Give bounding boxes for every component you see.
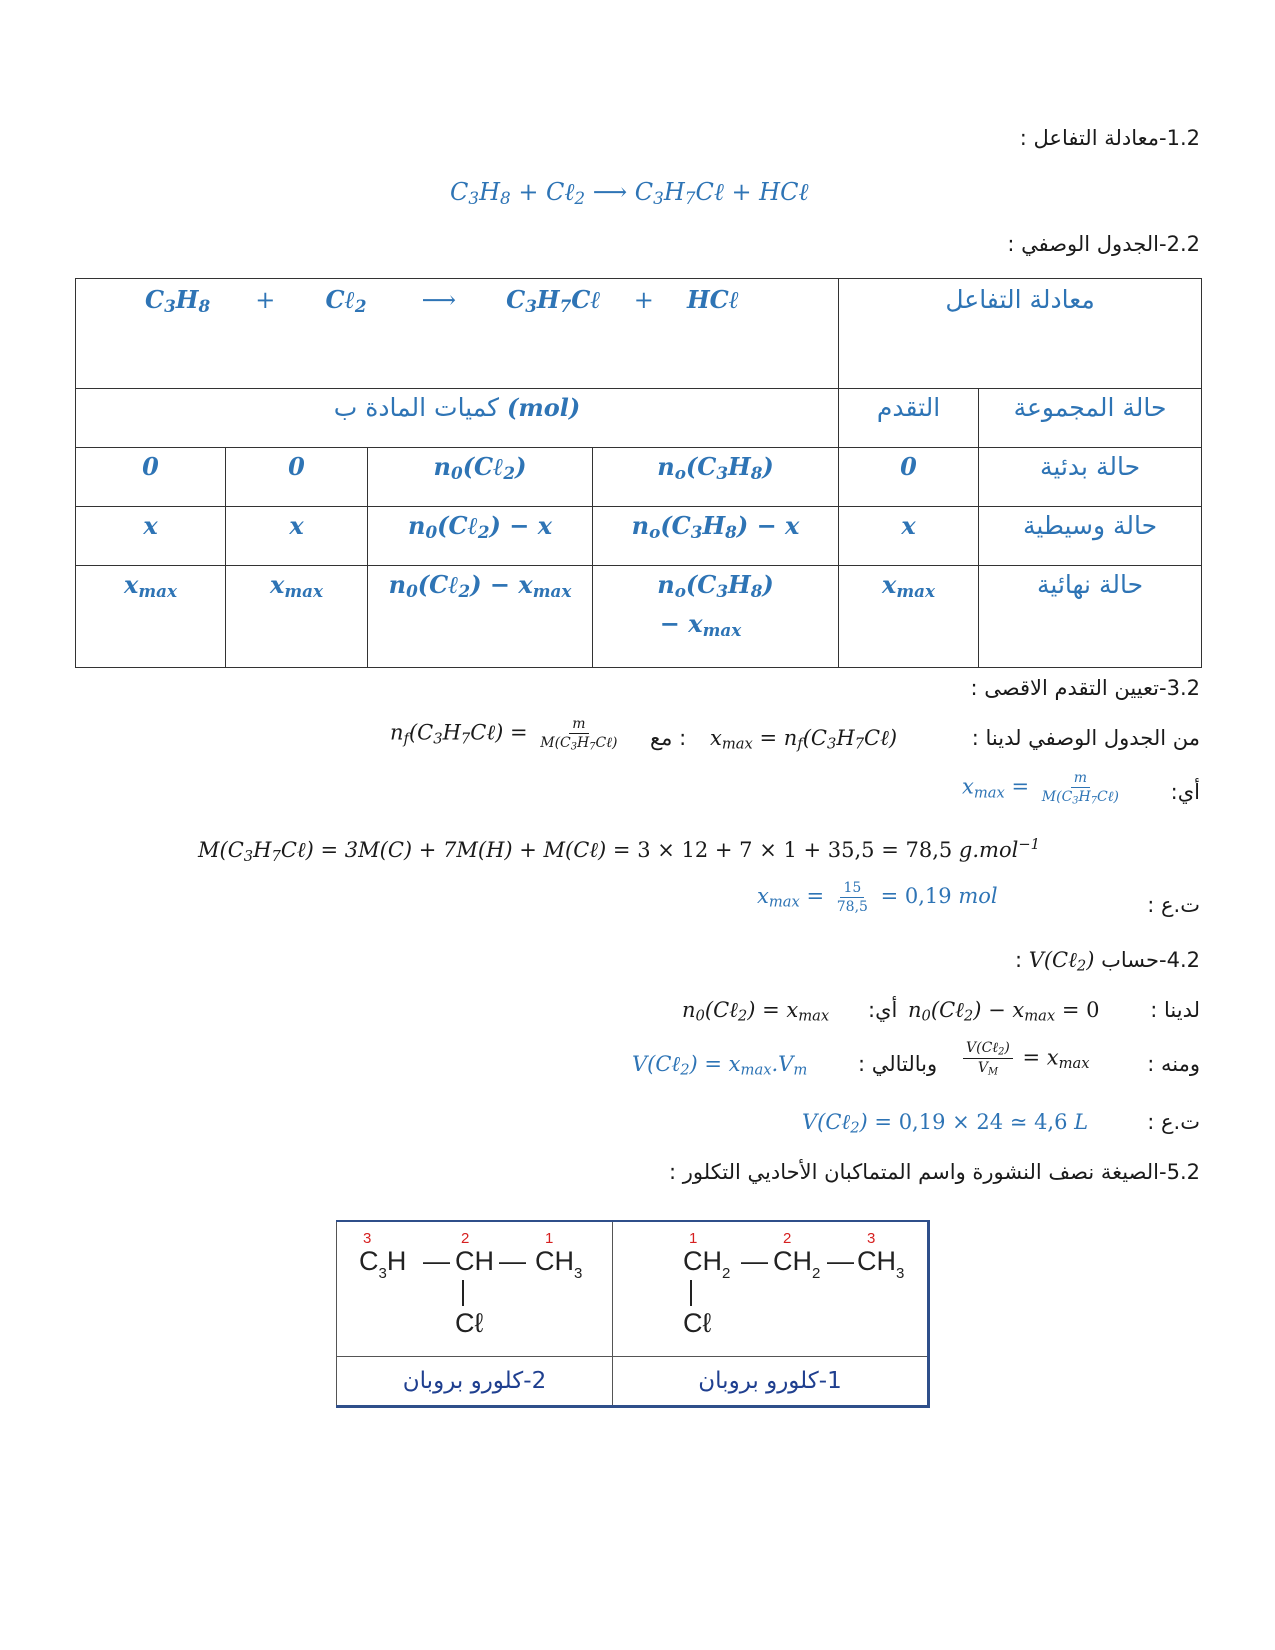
v-formula: V(Cℓ$_2$) = $x_{max}.V_m$ <box>632 1052 808 1079</box>
eq-n0-xmax: $n_0(C\ell_2) = x_{max}$ <box>682 998 830 1025</box>
eq-zero: $n_0(C\ell_2) - x_{max} = 0$ <box>908 998 1100 1025</box>
carbon-number-label: 3 <box>867 1230 876 1247</box>
bond: — <box>741 1246 768 1276</box>
table-row-initial <box>76 448 1202 507</box>
table-cell: $x_{max}$ <box>124 570 177 602</box>
iso1-cl: Cℓ <box>683 1308 712 1338</box>
with-text: : مع <box>650 726 687 750</box>
iso2-c2: CH <box>455 1246 494 1276</box>
num-app-label-2: ت.ع : <box>1147 1110 1200 1134</box>
table-cell: x <box>901 511 916 540</box>
xmax-result: $x_{max}$ = $\frac{15}{78,5}$ = 0,19 mol <box>757 880 998 915</box>
section-5-heading: 5.2-الصيغة نصف النشورة واسم المتماكبان الأحاديي التكلور : <box>669 1160 1200 1184</box>
table-state-cell: حالة نهائية <box>1037 570 1144 599</box>
table-adv-header <box>839 389 979 448</box>
bond: — <box>499 1246 526 1276</box>
iso2-c3: $C_3H$ <box>359 1246 407 1282</box>
iso1-c2: $CH_2$ <box>773 1246 821 1282</box>
bond: — <box>827 1246 854 1276</box>
isomer-1-formula-cell <box>613 1221 929 1357</box>
table-state-cell: حالة وسيطية <box>1023 511 1158 540</box>
nf-formula: $n_f(C_3H_7C\ell)$ = $\frac{m}{M(C_3H_7C\ell)}$ <box>390 716 618 753</box>
table-cell: $x_{max}$ <box>882 570 935 602</box>
num-app-label-1: ت.ع : <box>1147 893 1200 917</box>
xmax-formula: $x_{max}$ = $\frac{m}{M(C_3H_7C\ell)}$ <box>962 770 1119 807</box>
isomers-table <box>336 1220 930 1408</box>
table-cell: $n_0(C\ell_2) - x_{max}$ <box>388 570 572 602</box>
carbon-number-label: 3 <box>363 1230 372 1247</box>
iso2-c1: $CH_3$ <box>535 1246 583 1282</box>
section-2-heading: 2.2-الجدول الوصفي : <box>1007 232 1200 256</box>
table-cell: 0 <box>288 452 305 481</box>
table-reactant-2: Cℓ$_2$ <box>325 285 367 317</box>
section-3-heading: 3.2-تعيين التقدم الاقصى : <box>970 676 1200 700</box>
table-cell: $n_o(C_3H_8)$ <box>657 452 774 484</box>
wa-minhu-label: ومنه : <box>1147 1052 1200 1076</box>
carbon-number-label: 2 <box>461 1230 470 1247</box>
table-cell: $n_0(C\ell_2) - x$ <box>407 511 553 543</box>
table-equation-cell <box>76 279 839 389</box>
isomer-2-name: 2-كلورو بروبان <box>337 1357 613 1407</box>
table-cell: 0 <box>900 452 917 481</box>
table-cell: 0 <box>142 452 159 481</box>
table-eq-label: معادلة التفاعل <box>945 285 1095 314</box>
vertical-bond <box>462 1280 464 1306</box>
table-plus-2: + <box>633 286 654 314</box>
from-table-text: من الجدول الوصفي لدينا : <box>971 726 1200 750</box>
bond: — <box>423 1246 450 1276</box>
table-amounts-header <box>76 389 839 448</box>
molar-mass-calc: $M(C_3H_7C\ell) = 3M(C) + 7M(H)$ + M(Cℓ) = 3 × 12 + 7 × 1 + 35,5 = 78,5 g.mol$^{-1}$ <box>198 836 1040 865</box>
table-cell: $n_0(C\ell_2)$ <box>433 452 527 484</box>
iso1-c3: $CH_3$ <box>857 1246 905 1282</box>
ladayna-label: لدينا : <box>1150 998 1200 1022</box>
v-result: V(Cℓ$_2$) = 0,19 × 24 ≃ 4,6 L <box>802 1110 1089 1137</box>
v-over-vm-formula: $\frac{V(C\ell_2)}{V_M}$ = $x_{max}$ <box>960 1040 1090 1078</box>
vertical-bond <box>690 1280 692 1306</box>
table-state-cell: حالة بدئية <box>1040 452 1141 481</box>
table-cell: $n_o(C_3H_8) - x$ <box>631 511 800 543</box>
table-product-1: $C_3H_7C\ell$ <box>506 285 601 317</box>
iso2-cl: Cℓ <box>455 1308 484 1338</box>
table-reactant-1: $C_3H_8$ <box>145 285 211 317</box>
carbon-number-label: 1 <box>545 1230 554 1247</box>
isomer-2-formula-cell <box>337 1221 613 1357</box>
section-4-heading: 4.2-حساب V(Cℓ$_2$) : <box>1014 948 1200 975</box>
xmax-equals-nf: $x_{max}$ = $n_f(C_3H_7C\ell)$ <box>710 726 898 753</box>
table-cell: $x_{max}$ <box>270 570 323 602</box>
ay-label-2: أي: <box>868 998 898 1022</box>
table-row-intermediate <box>76 507 1202 566</box>
table-eq-label-cell <box>839 279 1202 389</box>
table-arrow: ⟶ <box>421 286 457 314</box>
iso1-c1: $CH_2$ <box>683 1246 731 1282</box>
table-plus-1: + <box>255 286 276 314</box>
reaction-equation: $C_3H_8$ + Cℓ$_2$ ⟶ $C_3H_7C\ell$ + HCℓ <box>450 178 809 209</box>
table-row-final <box>76 566 1202 668</box>
section-1-heading: 1.2-معادلة التفاعل : <box>1019 126 1200 150</box>
carbon-number-label: 1 <box>689 1230 698 1247</box>
wa-bittali-label: وبالتالي : <box>858 1052 938 1076</box>
table-product-2: HCℓ <box>686 285 739 314</box>
table-state-header <box>979 389 1202 448</box>
table-state-label: حالة المجموعة <box>1013 393 1167 422</box>
table-cell: x <box>289 511 304 540</box>
table-amounts-label: كميات المادة ب (mol) <box>333 393 581 422</box>
isomer-1-name: 1-كلورو بروبان <box>613 1357 929 1407</box>
table-cell: $n_o(C_3H_8)$ − $x_{max}$ <box>657 570 774 641</box>
table-adv-label: التقدم <box>876 393 941 422</box>
progress-table <box>75 278 1202 668</box>
ay-label-1: أي: <box>1170 780 1200 804</box>
carbon-number-label: 2 <box>783 1230 792 1247</box>
table-cell: x <box>143 511 158 540</box>
